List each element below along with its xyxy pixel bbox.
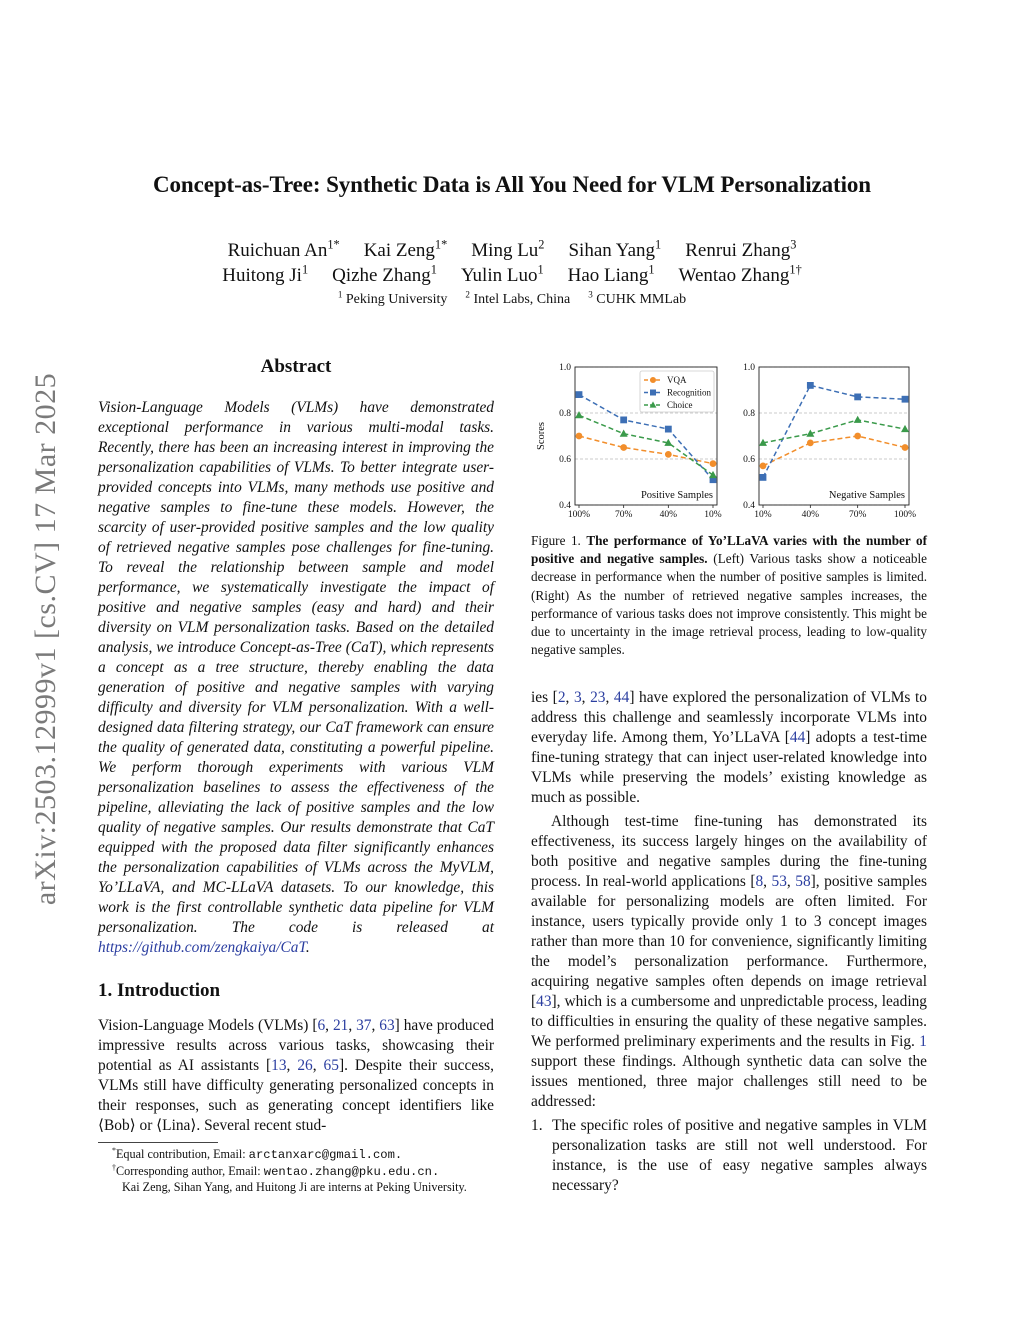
data-point-choice <box>709 471 717 478</box>
text: ], which is a cumbersome and unpredictable process, leading to difficulties in ensuring the quality of these negative samples. We performed preliminary experiments and the results in Fig. <box>531 993 927 1050</box>
data-point-choice <box>575 411 583 418</box>
authors-row-2 <box>0 262 1024 287</box>
paper-title: Concept-as-Tree: Synthetic Data is All You Need for VLM Personalization <box>153 172 871 197</box>
abstract-text: Vision-Language Models (VLMs) have demonstrated exceptional performance in various multi-modal tasks. Recently, there has been an increasing interest in improving the personalization capabilities of VLMs. To better integrate user-provided concepts into VLMs, many methods use positive and negative samples to fine-tune these models. However, the scarcity of user-provided positive samples and the low quality of retrieved negative samples pose challenges for fine-tuning. To reveal the relationship between sample and model performance, we systematically investigate the impact of positive and negative samples (easy and hard) and their diversity on VLM personalization tasks. Based on the detailed analysis, we introduce Concept-as-Tree (CaT), which represents a concept as a tree structure, thereby enabling the data generation of positive and negative samples with varying difficulty and diversity for VLM personalization. With a well-designed data filtering strategy, our CaT framework can ensure the quality of generated data, constituting a powerful pipeline. We perform thorough experiments with various VLM personalization baselines to assess the effectiveness of the pipeline, alleviating the lack of positive samples and the low quality of negative samples. Our results demonstrate that CaT equipped with the proposed data filter significantly enhances the personalization capabilities of VLMs across the MyVLM, Yo’LLaVA, and MC-LLaVA datasets. To our knowledge, this work is the first controllable synthetic data pipeline for VLM personalization. The code is released at <box>98 399 494 936</box>
affiliation: $^1$ Peking University <box>337 289 448 307</box>
data-point-recognition <box>665 426 672 433</box>
citation[interactable]: 26 <box>297 1057 313 1074</box>
data-point-vqa <box>576 433 583 440</box>
citation[interactable]: 53 <box>771 873 787 890</box>
series-line-recognition <box>763 385 905 477</box>
text: Although test-time fine-tuning has demonstrated its effectiveness, its success largely hinges on the availability of both positive and negative samples during the fine-tuning process. In real-world applications [ <box>531 813 927 890</box>
x-tick-label: 10% <box>754 510 772 520</box>
y-tick-label: 0.4 <box>743 501 755 511</box>
citation[interactable]: 44 <box>613 689 630 706</box>
footnote-label: Equal contribution, Email: <box>115 1147 246 1161</box>
data-point-recognition <box>854 394 861 401</box>
y-tick-label: 0.6 <box>559 455 571 465</box>
legend-label: Choice <box>667 400 693 410</box>
author-name: Wentao Zhang$^{1\dagger}$ <box>678 262 802 286</box>
text: ] have explored the personalization of VLMs to address this challenge and seamlessly incorporate VLMs into everyday life. Among them, Yo’LLaVA [ <box>531 689 927 746</box>
author-name: Qizhe Zhang$^1$ <box>332 262 437 286</box>
data-point-vqa <box>854 433 861 440</box>
text: ]. Despite their success, VLMs still have difficulty generating personalized concepts in their responses, such as generating concept identifiers like ⟨Bob⟩ or ⟨Lina⟩. Several recent stud- <box>98 1057 494 1134</box>
caption-bold: The performance of Yo’LLaVA varies with the number of positive and negative samples. <box>531 533 928 567</box>
x-tick-label: 40% <box>801 510 820 520</box>
figure-caption <box>531 532 927 659</box>
plot-frame <box>759 367 909 505</box>
abstract-body: Vision-Language Models (VLMs) have demonstrated exceptional performance in various multi-modal tasks. Recently, there has been an increasing interest in improving the personalization capabilities of VLMs. To better integrate user-provided concepts into VLMs, many methods use positive and negative samples to fine-tune these models. However, the scarcity of user-provided positive samples and the low quality of retrieved negative samples pose challenges for fine-tuning. To reveal the relationship between sample and model performance, we systematically investigate the impact of positive and negative samples (easy and hard) and their diversity on VLM personalization tasks. Based on the detailed analysis, we introduce Concept-as-Tree (CaT), which represents a concept as a tree structure, thereby enabling the data generation of positive and negative samples with varying difficulty and diversity for VLM personalization. With a well-designed data filtering strategy, our CaT framework can ensure the quality of generated data, constituting a powerful pipeline. We perform thorough experiments with various VLM personalization baselines to assess the effectiveness of the pipeline, alleviating the lack of positive samples and the low quality of negative samples. Our results demonstrate that CaT equipped with the proposed data filter significantly enhances the personalization capabilities of VLMs across the MyVLM, Yo’LLaVA, and MC-LLaVA datasets. To our knowledge, this work is the first controllable synthetic data pipeline for VLM personalization. The code is released at https://github.com/zengkaiya/CaT. <box>98 399 494 956</box>
author-name: Renrui Zhang$^3$ <box>685 237 797 261</box>
citation[interactable]: 44 <box>789 729 806 746</box>
x-tick-label: 100% <box>567 510 591 520</box>
footnote-label: Corresponding author, Email: <box>115 1164 261 1178</box>
figure-reference[interactable]: 1 <box>919 1033 927 1050</box>
citation[interactable]: 3 <box>573 689 582 706</box>
data-point-vqa <box>807 440 814 447</box>
legend-marker <box>650 377 656 383</box>
y-tick-label: 0.4 <box>559 501 571 511</box>
x-tick-label: 40% <box>659 510 678 520</box>
citation[interactable]: 63 <box>379 1017 395 1034</box>
citation[interactable]: 58 <box>795 873 811 890</box>
legend-label: Recognition <box>667 387 711 398</box>
list-item <box>531 1116 927 1196</box>
series-line-vqa <box>579 436 713 464</box>
data-point-vqa <box>710 460 717 467</box>
citation[interactable]: 8 <box>755 873 764 890</box>
y-tick-label: 0.8 <box>743 409 755 419</box>
data-point-recognition <box>620 417 627 424</box>
email: wentao.zhang@pku.edu.cn. <box>263 1165 440 1179</box>
author-name: Huitong Ji$^1$ <box>222 262 309 286</box>
affiliations <box>0 289 1024 308</box>
data-point-recognition <box>902 396 909 403</box>
caption-label: Figure 1. <box>531 533 581 548</box>
data-point-vqa <box>902 444 909 451</box>
data-point-recognition <box>807 382 814 389</box>
code-link[interactable]: https://github.com/zengkaiya/CaT <box>98 939 306 956</box>
panel-title: Negative Samples <box>828 490 905 501</box>
x-tick-label: 70% <box>614 510 633 520</box>
author-name: Kai Zeng$^{1*}$ <box>363 237 448 261</box>
author-name: Ming Lu$^2$ <box>471 237 545 261</box>
data-point-vqa <box>665 451 672 458</box>
legend-marker <box>650 390 656 396</box>
arxiv-identifier: arXiv:2503.12999v1 [cs.CV] 17 Mar 2025 <box>29 372 62 906</box>
text: support these findings. Although synthetic data can solve the issues mentioned, three major challenges still need to be addressed: <box>531 1053 927 1110</box>
footnote-2: †Corresponding author, Email: wentao.zhang@pku.edu.cn. <box>112 1162 440 1179</box>
author-name: Ruichuan $An^{1*}$ <box>227 237 340 261</box>
y-tick-label: 1.0 <box>559 363 571 373</box>
section-heading-introduction: 1. Introduction <box>98 980 221 1001</box>
citation[interactable]: 6 <box>317 1017 326 1034</box>
authors-row-1 <box>0 237 1024 262</box>
text: Vision-Language Models (VLMs) [ <box>98 1017 318 1034</box>
intro-paragraph-continued: ies [2, 3, 23, 44] have explored the personalization of VLMs to address this challenge and seamlessly incorporate VLMs into everyday life. Among them, Yo’LLaVA [44] adopts a test-time fine-tuning strategy that can inject user-related knowledge into VLMs while preserving the models’ existing knowledge as much as possible. <box>531 689 927 806</box>
citation[interactable]: 43 <box>536 993 552 1010</box>
citation[interactable]: 13 <box>271 1057 287 1074</box>
data-point-choice <box>620 430 628 437</box>
y-tick-label: 0.6 <box>743 455 755 465</box>
author-name: Hao Liang$^1$ <box>567 262 655 286</box>
x-tick-label: 70% <box>848 510 867 520</box>
list-number: 1. <box>531 1117 543 1134</box>
legend-label: VQA <box>667 375 687 385</box>
series-line-vqa <box>763 436 905 466</box>
text: ] adopts a test-time fine-tuning strategy that can inject user-related knowledge into VLMs while preserving the models’ existing knowledge as much as possible. <box>531 729 927 806</box>
affiliation: $^2$ Intel Labs, China <box>465 289 571 307</box>
citation[interactable]: 21 <box>332 1017 349 1034</box>
text: ies [ <box>531 689 558 706</box>
data-point-vqa <box>620 444 627 451</box>
panel-title: Positive Samples <box>640 490 713 501</box>
data-point-vqa <box>760 463 767 470</box>
footnote-3: Kai Zeng, Sihan Yang, and Huitong Ji are interns at Peking University. <box>122 1180 467 1194</box>
data-point-choice <box>854 416 862 423</box>
caption-text: (Left) Various tasks show a noticeable decrease in performance when the number of positive samples is limited. (Right) As the number of retrieved negative samples increases, the performance of various tasks does not improve consistently. This might be due to uncertainty in the image retrieval process, leading to low-quality negative samples. <box>531 551 928 658</box>
text: ] have produced impressive results across various tasks, showcasing their potential as AI assistants [ <box>98 1017 494 1074</box>
email: arctanxarc@gmail.com. <box>248 1148 403 1162</box>
y-tick-label: 1.0 <box>743 363 755 373</box>
figure-1 <box>533 356 925 522</box>
citation[interactable]: 23 <box>590 689 606 706</box>
citation[interactable]: 37 <box>356 1017 372 1034</box>
text: ], positive samples available for personalizing models are often limited. For instance, users typically provide only 1 to 3 concept images rather than more than 10 for convenience, significantly limiting the model’s personalization performance. Furthermore, acquiring negative samples often depends on image retrieval [ <box>531 873 927 1010</box>
affiliation: $^3$ CUHK MMLab <box>588 289 687 307</box>
abstract-heading: Abstract <box>260 356 332 377</box>
list-text: The specific roles of positive and negative samples in VLM personalization tasks are still not well understood. For instance, is the use of easy negative samples always necessary? <box>552 1117 927 1194</box>
footnote-rule <box>98 1142 218 1143</box>
author-name: Sihan Yang$^1$ <box>568 237 662 261</box>
x-tick-label: 100% <box>893 510 917 520</box>
citation[interactable]: 2 <box>557 689 566 706</box>
footnote-1: *Equal contribution, Email: arctanxarc@gmail.com. <box>112 1145 403 1162</box>
y-tick-label: 0.8 <box>559 409 571 419</box>
citation[interactable]: 65 <box>323 1057 339 1074</box>
data-point-recognition <box>576 391 583 398</box>
y-axis-label: Scores <box>536 422 547 450</box>
data-point-choice <box>901 425 909 432</box>
intro-paragraph: Vision-Language Models (VLMs) [6, 21, 37, 63] have produced impressive results across various tasks, showcasing their potential as AI assistants [13, 26, 65]. Despite their success, VLMs still have difficulty generating personalized concepts in their responses, such as generating concept identifiers like ⟨Bob⟩ or ⟨Lina⟩. Several recent stud- <box>98 1017 494 1134</box>
intro-paragraph-2: Although test-time fine-tuning has demonstrated its effectiveness, its success largely hinges on the availability of both positive and negative samples during the fine-tuning process. In real-world applications [8, 53, 58], positive samples available for personalizing models are often limited. For instance, users typically provide only 1 to 3 concept images rather than more than 10 for convenience, significantly limiting the model’s personalization performance. Furthermore, acquiring negative samples often depends on image retrieval [43], which is a cumbersome and unpredictable process, leading to difficulties in ensuring the quality of these negative samples. We performed preliminary experiments and the results in Fig. 1 support these findings. Although synthetic data can solve the issues mentioned, three major challenges still need to be addressed: <box>531 813 927 1110</box>
data-point-recognition <box>760 474 767 481</box>
author-name: Yulin Luo$^1$ <box>460 262 544 286</box>
x-tick-label: 10% <box>704 510 722 520</box>
